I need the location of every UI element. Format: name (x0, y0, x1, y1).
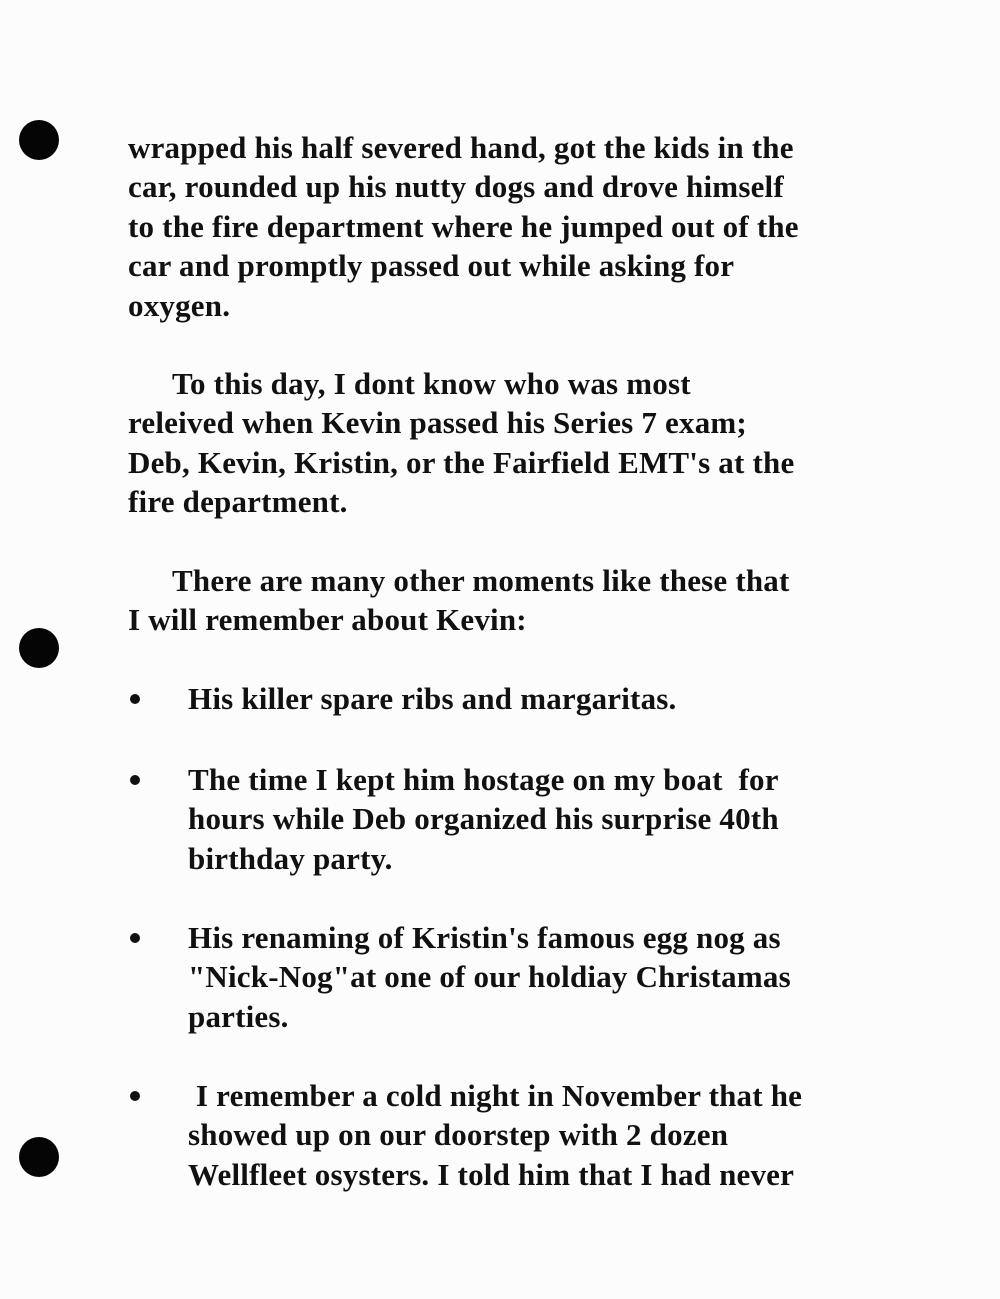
bullet-text (188, 1076, 888, 1194)
bullet-line: The time I kept him hostage on my boat for (188, 762, 779, 797)
paragraph-line: car and promptly passed out while asking for (128, 248, 735, 284)
paragraph-line: car, rounded up his nutty dogs and drove himself (128, 169, 784, 205)
bullet-text (188, 918, 888, 1036)
bullet-line: parties. (188, 998, 289, 1034)
bullet-line: hours while Deb organized his surprise 40th (188, 801, 779, 837)
paragraph-2 (128, 364, 794, 522)
paragraph-3 (128, 561, 790, 640)
bullet-line: His renaming of Kristin's famous egg nog as (188, 920, 781, 955)
paragraph-line: to the fire department where he jumped out of the (128, 208, 799, 244)
punch-hole-middle (19, 628, 59, 668)
paragraph-line: releived when Kevin passed his Series 7 exam; (128, 405, 747, 441)
paragraph-1 (128, 128, 799, 325)
bullet-line: "Nick-Nog"at one of our holdiay Christamas (188, 959, 791, 995)
bullet-line: I remember a cold night in November that he (188, 1078, 803, 1113)
paragraph-line: oxygen. (128, 287, 231, 323)
punch-hole-bottom (19, 1137, 59, 1177)
bullet-line: Wellfleet osysters. I told him that I had never (188, 1156, 795, 1192)
paragraph-line: wrapped his half severed hand, got the kids in the (128, 130, 794, 165)
bullet-line: showed up on our doorstep with 2 dozen (188, 1117, 729, 1153)
paragraph-line: I will remember about Kevin: (128, 602, 527, 638)
paragraph-line: Deb, Kevin, Kristin, or the Fairfield EMT's at the (128, 444, 795, 480)
bullet-text (188, 679, 888, 718)
bullet-line: His killer spare ribs and margaritas. (188, 681, 677, 716)
paragraph-line: There are many other moments like these that (172, 563, 790, 598)
paragraph-line: To this day, I dont know who was most (172, 366, 691, 401)
bullet-text (188, 760, 888, 878)
bullet-line: birthday party. (188, 840, 393, 876)
paragraph-line: fire department. (128, 484, 348, 520)
punch-hole-top (19, 120, 59, 160)
